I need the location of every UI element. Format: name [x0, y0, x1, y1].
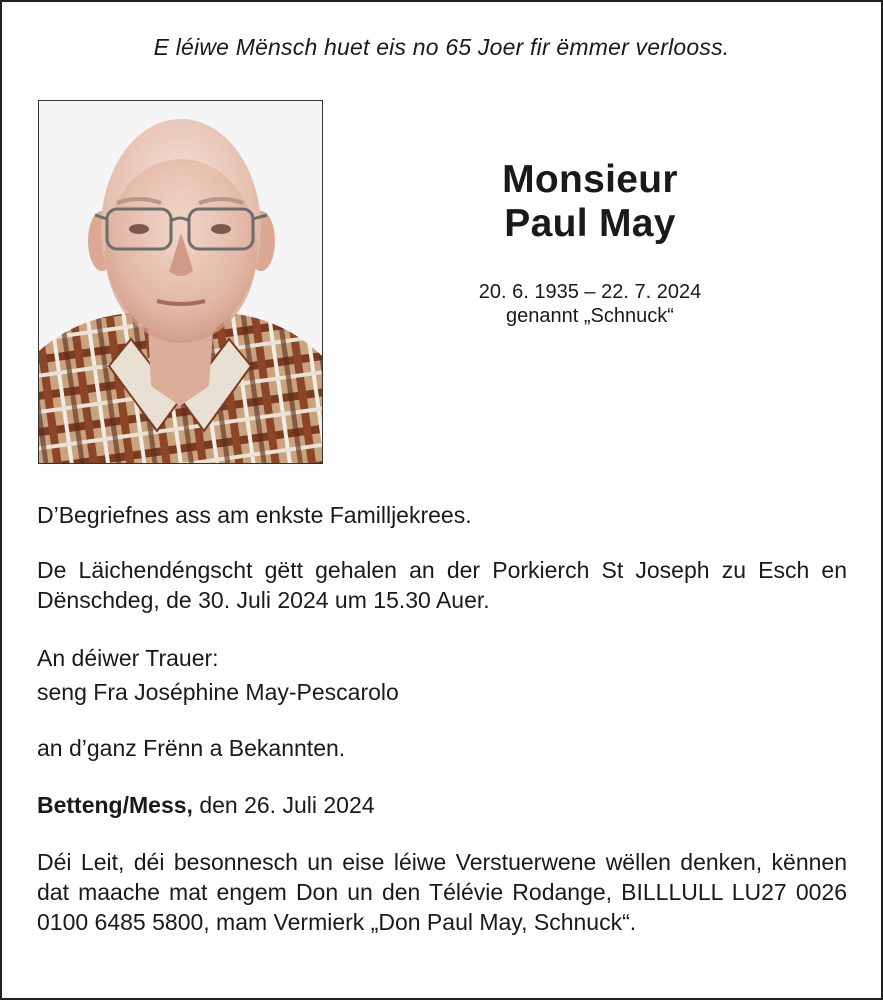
- mourners-wife: seng Fra Joséphine May-Pescarolo: [37, 679, 399, 705]
- mourners-label: An déiwer Trauer:: [37, 645, 219, 671]
- nickname: genannt „Schnuck“: [506, 305, 674, 327]
- date: den 26. Juli 2024: [192, 792, 375, 818]
- mourners-friends: an d’ganz Frënn a Bekannten.: [37, 735, 346, 761]
- place-date-line: [37, 790, 847, 820]
- service-details: De Läichendéngscht gëtt gehalen an der Porkierch St Joseph zu Esch en Dënschdeg, de 30. Juli 2024 um 15.30 Auer.: [37, 557, 847, 613]
- donation-note: Déi Leit, déi besonnesch un eise léiwe Verstuerwene wëllen denken, kënnen dat maache mat engem Don un den Télévie Rodange, BILLLULL LU27 0026 0100 6485 5800, mam Vermierk „Don Paul May, Schnuck“.: [37, 849, 847, 935]
- place: Betteng/Mess,: [37, 792, 193, 818]
- deceased-name: Paul May: [504, 202, 676, 245]
- tagline: E léiwe Mënsch huet eis no 65 Joer fir ëmmer verlooss.: [153, 34, 730, 60]
- funeral-note: D’Begriefnes ass am enkste Familljekrees.: [37, 502, 472, 528]
- name-block: [400, 158, 780, 328]
- portrait-photo: [38, 100, 323, 464]
- portrait-image: [39, 101, 322, 463]
- salutation: Monsieur: [502, 158, 678, 201]
- life-dates: 20. 6. 1935 – 22. 7. 2024: [478, 281, 702, 303]
